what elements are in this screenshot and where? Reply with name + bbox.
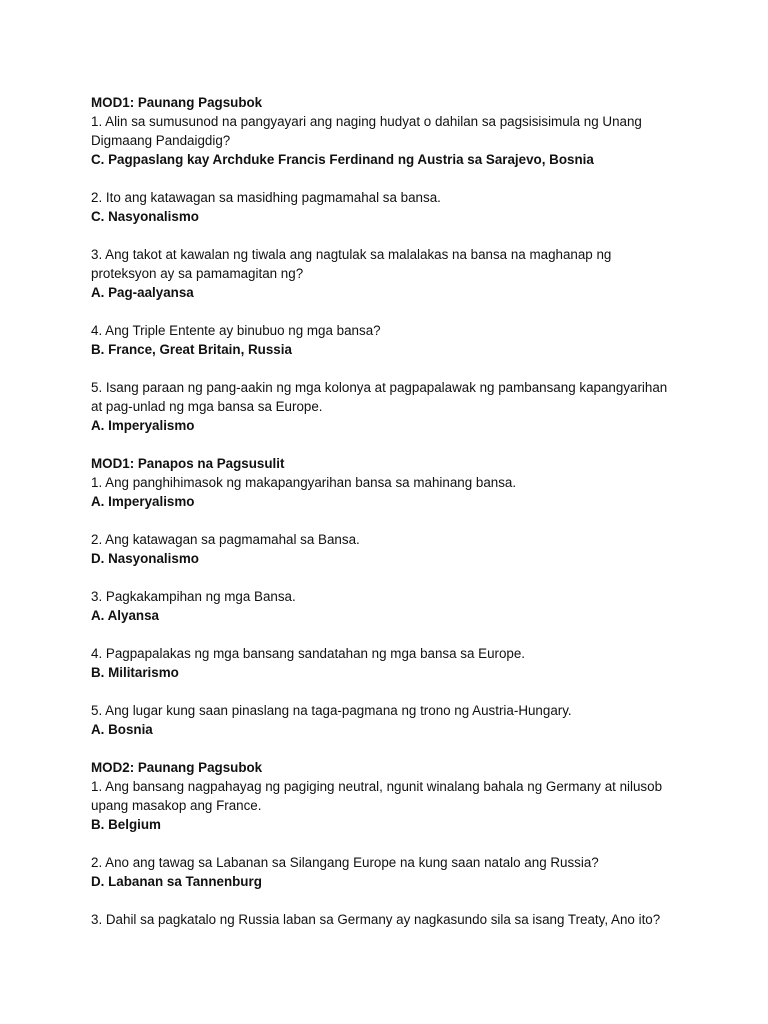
- question-line: 3. Dahil sa pagkatalo ng Russia laban sa Germany ay nagkasundo sila sa isang Treaty, Ano ito?: [91, 912, 661, 927]
- question-line: 2. Ito ang katawagan sa masidhing pagmamahal sa bansa.: [91, 190, 441, 205]
- question-item: [91, 853, 691, 891]
- question-item: [91, 112, 691, 169]
- answer-line: A. Imperyalismo: [91, 418, 195, 433]
- section-mod1-paunang-pagsubok: [91, 93, 691, 454]
- answer-line: B. Militarismo: [91, 665, 179, 680]
- question-line: at pag-unlad ng mga bansa sa Europe.: [91, 399, 323, 414]
- section-title: MOD1: Panapos na Pagsusulit: [91, 456, 285, 471]
- answer-line: D. Nasyonalismo: [91, 551, 199, 566]
- document-page: [91, 93, 691, 929]
- question-line: upang masakop ang France.: [91, 798, 262, 813]
- question-item: [91, 245, 691, 302]
- question-line: 1. Ang panghihimasok ng makapangyarihan bansa sa mahinang bansa.: [91, 475, 517, 490]
- question-item: [91, 530, 691, 568]
- question-item: [91, 473, 691, 511]
- answer-line: A. Alyansa: [91, 608, 159, 623]
- question-line: Digmaang Pandaigdig?: [91, 133, 231, 148]
- question-line: 3. Pagkakampihan ng mga Bansa.: [91, 589, 296, 604]
- question-line: 2. Ang katawagan sa pagmamahal sa Bansa.: [91, 532, 360, 547]
- section-mod2-paunang-pagsubok: [91, 758, 691, 929]
- question-line: 4. Pagpapalakas ng mga bansang sandatahan ng mga bansa sa Europe.: [91, 646, 526, 661]
- question-item: [91, 777, 691, 834]
- answer-line: D. Labanan sa Tannenburg: [91, 874, 262, 889]
- section-mod1-panapos-na-pagsusulit: [91, 454, 691, 758]
- answer-line: A. Bosnia: [91, 722, 153, 737]
- question-line: 1. Alin sa sumusunod na pangyayari ang naging hudyat o dahilan sa pagsisisimula ng Unang: [91, 114, 642, 129]
- question-item: [91, 910, 691, 929]
- question-line: 5. Isang paraan ng pang-aakin ng mga kolonya at pagpapalawak ng pambansang kapangyarihan: [91, 380, 668, 395]
- answer-line: B. Belgium: [91, 817, 161, 832]
- section-title: MOD2: Paunang Pagsubok: [91, 760, 263, 775]
- question-item: [91, 378, 691, 435]
- section-title: MOD1: Paunang Pagsubok: [91, 95, 263, 110]
- question-line: 4. Ang Triple Entente ay binubuo ng mga bansa?: [91, 323, 381, 338]
- question-item: [91, 188, 691, 226]
- question-line: proteksyon ay sa pamamagitan ng?: [91, 266, 304, 281]
- question-item: [91, 321, 691, 359]
- answer-line: C. Pagpaslang kay Archduke Francis Ferdinand ng Austria sa Sarajevo, Bosnia: [91, 152, 594, 167]
- question-line: 3. Ang takot at kawalan ng tiwala ang nagtulak sa malalakas na bansa na maghanap ng: [91, 247, 612, 262]
- answer-line: A. Pag-aalyansa: [91, 285, 194, 300]
- answer-line: B. France, Great Britain, Russia: [91, 342, 292, 357]
- question-item: [91, 587, 691, 625]
- question-line: 1. Ang bansang nagpahayag ng pagiging neutral, ngunit winalang bahala ng Germany at nilusob: [91, 779, 663, 794]
- answer-line: A. Imperyalismo: [91, 494, 195, 509]
- question-line: 5. Ang lugar kung saan pinaslang na taga-pagmana ng trono ng Austria-Hungary.: [91, 703, 572, 718]
- answer-line: C. Nasyonalismo: [91, 209, 199, 224]
- question-line: 2. Ano ang tawag sa Labanan sa Silangang Europe na kung saan natalo ang Russia?: [91, 855, 599, 870]
- question-item: [91, 644, 691, 682]
- question-item: [91, 701, 691, 739]
